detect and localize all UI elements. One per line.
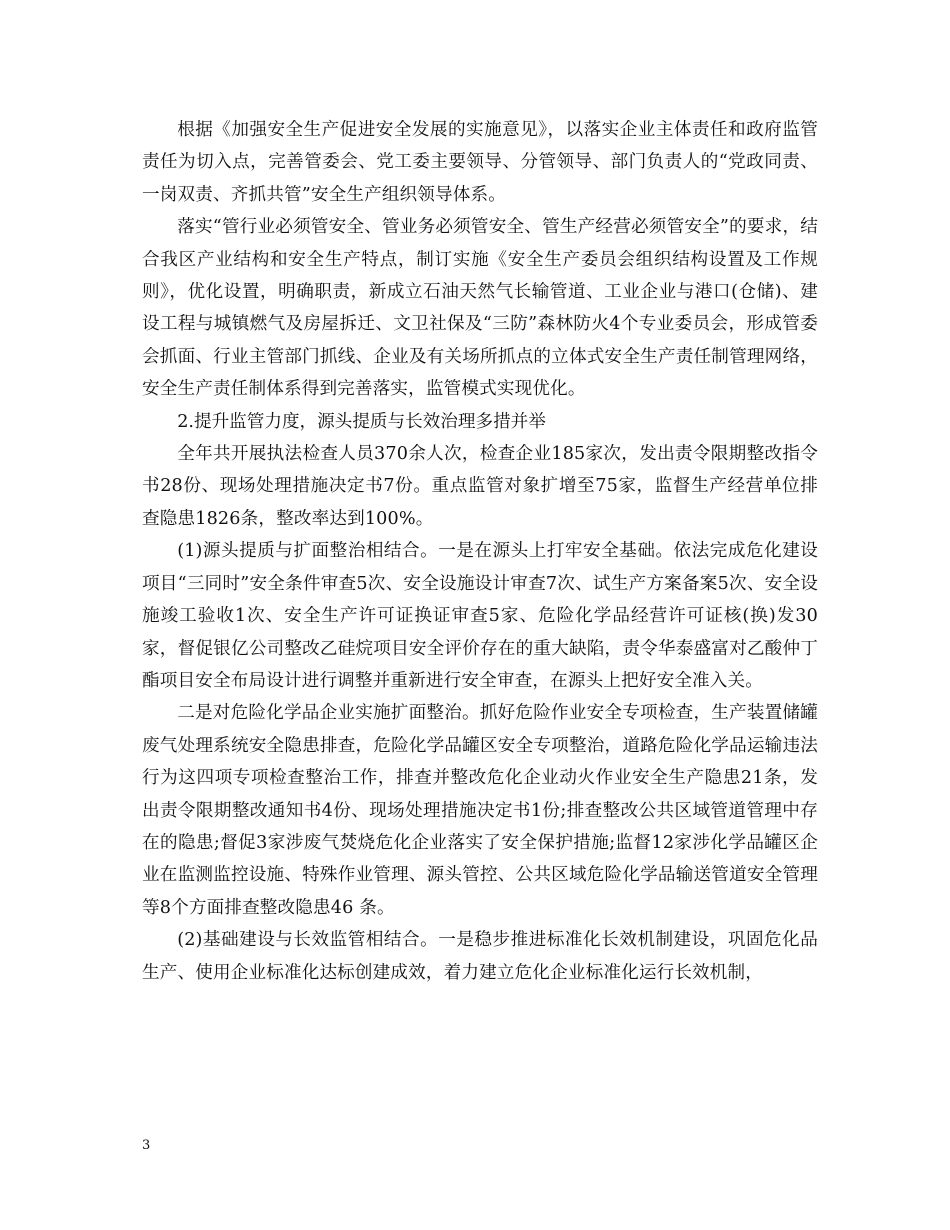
page-number: 3 <box>142 1138 151 1153</box>
paragraph-long-term-supervision: (2)基础建设与长效监管相结合。一是稳步推进标准化长效机制建设，巩固危化品生产、使用企业标准化达标创建成效，着力建立危化企业标准化运行长效机制， <box>142 930 818 983</box>
paragraph-responsibility-network: 落实“管行业必须管安全、管业务必须管安全、管生产经营必须管安全”的要求，结合我区产业结构和安全生产特点，制订实施《安全生产委员会组织结构设置及工作规则》，优化设置，明确职责，新成立石油天然气长输管道、工业企业与港口(仓储)、建设工程与城镇燃气及房屋拆迁、文卫社保及“三防”森林防火4个专业委员会，形成管委会抓面、行业主管部门抓线、企业及有关场所抓点的立体式安全生产责任制管理网络，安全生产责任制体系得到完善落实，监管模式实现优化。 <box>142 217 818 400</box>
paragraph-inspection-stats: 全年共开展执法检查人员370余人次，检查企业185家次，发出责令限期整改指令书28份、现场处理措施决定书7份。重点监管对象扩增至75家，监督生产经营单位排查隐患1826条，整改率达到100%。 <box>142 444 818 529</box>
document-body <box>142 114 818 989</box>
section-heading-supervision: 2.提升监管力度，源头提质与长效治理多措并举 <box>177 411 546 432</box>
paragraph-hazardous-chemicals: 二是对危险化学品企业实施扩面整治。抓好危险作业安全专项检查，生产装置储罐废气处理系统安全隐患排查，危险化学品罐区安全专项整治，道路危险化学品运输违法行为这四项专项检查整治工作，排查并整改危化企业动火作业安全生产隐患21条，发出责令限期整改通知书4份、现场处理措施决定书1份;排查整改公共区域管道管理中存在的隐患;督促3家涉废气焚烧危化企业落实了安全保护措施;监督12家涉化学品罐区企业在监测监控设施、特殊作业管理、源头管控、公共区域危险化学品输送管道安全管理等8个方面排查整改隐患46 条。 <box>142 703 818 918</box>
paragraph-leadership-system: 根据《加强安全生产促进安全发展的实施意见》，以落实企业主体责任和政府监管责任为切入点，完善管委会、党工委主要领导、分管领导、部门负责人的“党政同责、一岗双责、齐抓共管”安全生产组织领导体系。 <box>142 120 818 205</box>
paragraph-source-quality: (1)源头提质与扩面整治相结合。一是在源头上打牢安全基础。依法完成危化建设项目“三同时”安全条件审查5次、安全设施设计审查7次、试生产方案备案5次、安全设施竣工验收1次、安全生产许可证换证审查5家、危险化学品经营许可证核(换)发30家，督促银亿公司整改乙硅烷项目安全评价存在的重大缺陷，责令华泰盛富对乙酸仲丁酯项目安全布局设计进行调整并重新进行安全审查，在源头上把好安全准入关。 <box>142 541 818 691</box>
